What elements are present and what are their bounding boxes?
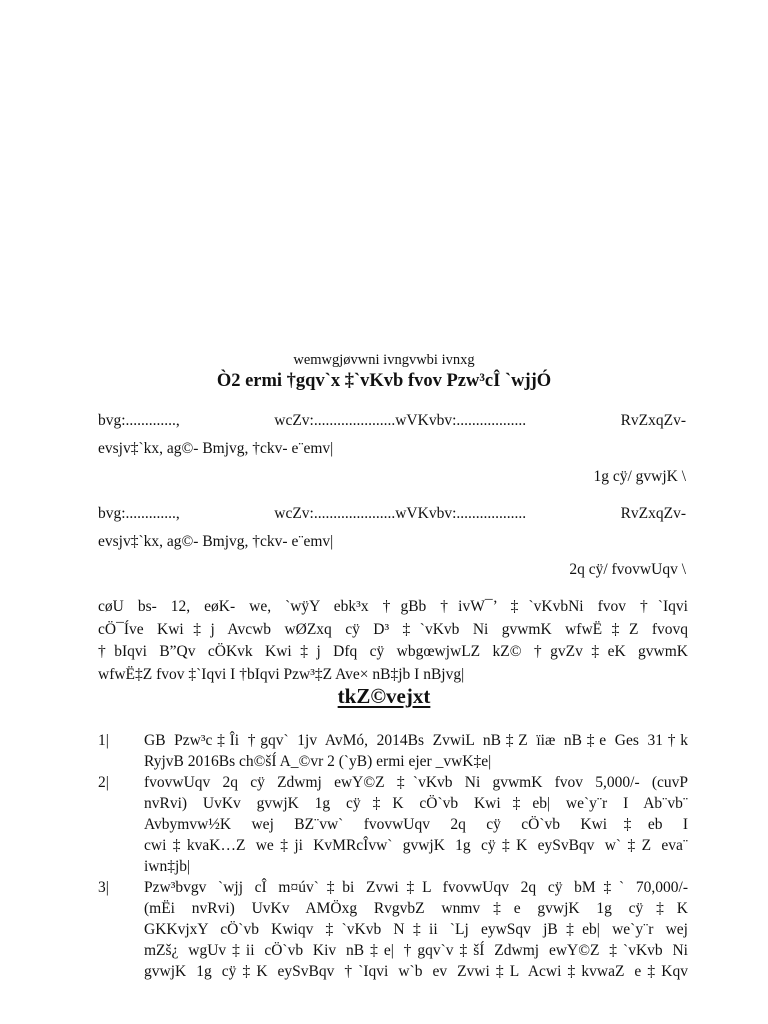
term-line: Avbymvw½K wej BZ¨vw` fvovwUqv 2q cÿ cÖ`vb Kwi‡eb I bbox=[144, 816, 688, 833]
term-line: fvovwUqv 2q cÿ Zdwmj ewY©Z ‡`vKvb Ni gvwmK fvov 5,000/- (cuvP bbox=[144, 774, 688, 791]
party1-details-row bbox=[98, 412, 686, 430]
term-line: cwi‡kvaK…Z we‡ji KvMRcÎvw` gvwjK 1g cÿ‡K eySvBqv w`‡Z eva¨ bbox=[144, 837, 688, 854]
term-line: gvwjK 1g cÿ‡K eySvBqv †`Iqvi w`b ev Zvwi‡L Acwi‡kvwaZ e‡Kqv bbox=[144, 963, 688, 980]
party2-father-address-field: wcZv:.....................wVKvbv:.................. bbox=[274, 505, 527, 522]
intro-line: wfwË‡Z fvov ‡`Iqvi I †bIqvi Pzw³‡Z Ave× nB‡jb I nBjvg| bbox=[98, 665, 465, 683]
term-line: GKKvjxY cÖ`vb Kwiqv ‡`vKvb N‡ii `Lj eywSqv jB‡eb| we`y¨r wej bbox=[144, 921, 688, 938]
term-line: iwn‡jb| bbox=[144, 858, 191, 875]
party2-nationality-label: RvZxqZv- bbox=[620, 505, 686, 522]
term-body bbox=[144, 877, 688, 982]
party2-location-line: evsjv‡`kx, ag©- Bmjvg, †ckv- e¨emv| bbox=[98, 533, 334, 550]
party2-role: 2q cÿ/ fvovwUqv \ bbox=[569, 561, 686, 578]
term-line: RyjvB 2016Bs ch©šÍ A_©vr 2 (`yB) ermi ejer _vwK‡e| bbox=[144, 753, 492, 770]
terms-heading: tkZ©vejxt bbox=[337, 684, 431, 708]
term-number: 1| bbox=[98, 732, 109, 749]
term-line: nvRvi) UvKv gvwjK 1g cÿ‡K cÖ`vb Kwi‡eb| we`y¨r I Ab¨vb¨ bbox=[144, 795, 688, 812]
term-body bbox=[144, 772, 688, 877]
term-line: GB Pzw³c‡Îi †gqv` 1jv AvMó, 2014Bs ZvwiL nB‡Z ïiæ nB‡e Ges 31†k bbox=[144, 732, 688, 749]
party1-role: 1g cÿ/ gvwjK \ bbox=[593, 468, 686, 485]
term-number: 3| bbox=[98, 879, 109, 896]
term-line: Pzw³bvgv `wjj cÎ m¤úv`‡bi Zvwi‡L fvovwUqv 2q cÿ bM‡` 70,000/- bbox=[144, 879, 688, 896]
party1-father-address-field: wcZv:.....................wVKvbv:.................. bbox=[274, 412, 527, 429]
term-number: 2| bbox=[98, 774, 109, 791]
party2-name-field: bvg:............., bbox=[98, 505, 180, 522]
party1-location-line: evsjv‡`kx, ag©- Bmjvg, †ckv- e¨emv| bbox=[98, 440, 334, 457]
term-body bbox=[144, 730, 688, 772]
document-title-line1: wemwgjøvwni ivngvwbi ivnxg bbox=[293, 352, 475, 368]
intro-line: †bIqvi B”Qv cÖKvk Kwi‡j Dfq cÿ wbgœwjwLZ kZ© †gvZv‡eK gvwmK bbox=[98, 643, 688, 660]
party2-details-row bbox=[98, 505, 686, 523]
party1-name-field: bvg:............., bbox=[98, 412, 180, 429]
term-line: mZš¿ wgUv‡ii cÖ`vb Kiv nB‡e| †gqv`v‡šÍ Zdwmj ewY©Z ‡`vKvb Ni bbox=[144, 942, 688, 959]
intro-line: cÖ¯Íve Kwi‡j Avcwb wØZxq cÿ D³ ‡`vKvb Ni gvwmK wfwË‡Z fvovq bbox=[98, 620, 688, 638]
term-line: (mËi nvRvi) UvKv AMÖxg RvgvbZ wnmv‡e gvwjK 1g cÿ‡K bbox=[144, 900, 688, 917]
document-title-line2: Ò2 ermi †gqv`x ‡`vKvb fvov Pzw³cÎ `wjjÓ bbox=[216, 371, 552, 391]
party1-nationality-label: RvZxqZv- bbox=[620, 412, 686, 429]
intro-paragraph bbox=[98, 596, 688, 686]
intro-line: cøU bs- 12, eøK- we, `wÿY ebk³x †gBb †ivW¯’ ‡`vKvbNi fvov †`Iqvi bbox=[98, 598, 688, 615]
